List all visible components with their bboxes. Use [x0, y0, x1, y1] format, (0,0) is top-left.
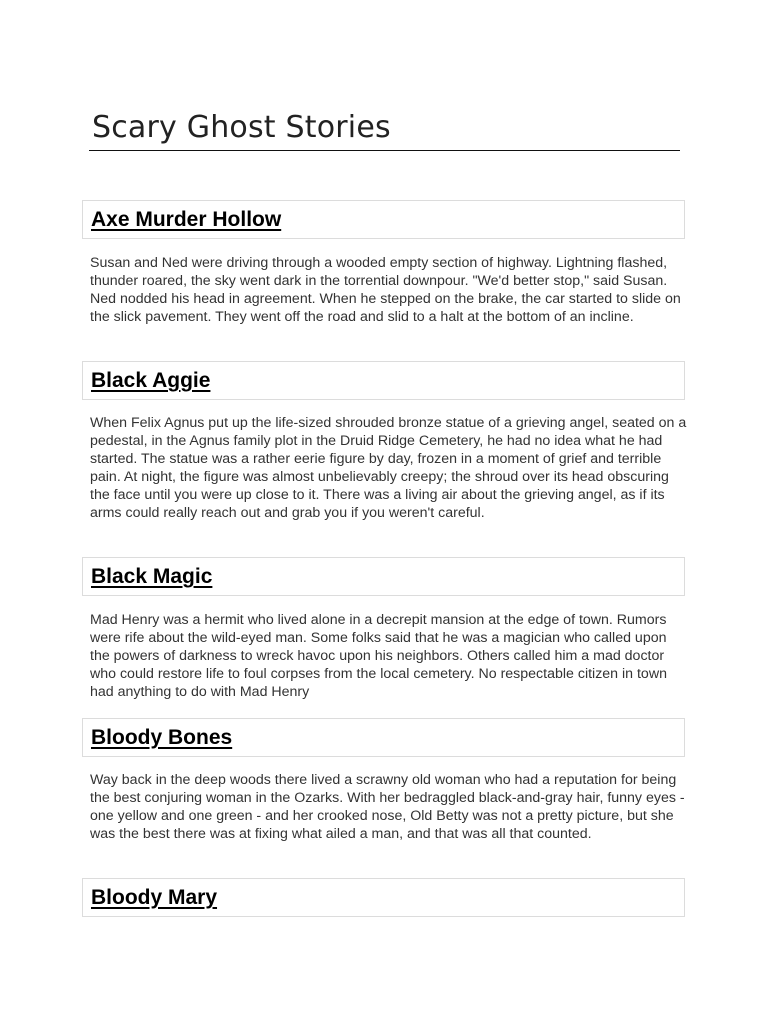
story-heading-box — [82, 361, 685, 400]
story-heading-box — [82, 200, 685, 239]
story-heading: Black Aggie — [91, 369, 211, 392]
story-heading-box — [82, 718, 685, 757]
title-underline-divider — [89, 150, 680, 151]
story-heading-box — [82, 878, 685, 917]
story-heading: Bloody Mary — [91, 886, 218, 909]
story-heading-box — [82, 557, 685, 596]
story-heading: Bloody Bones — [91, 726, 233, 749]
story-body: Way back in the deep woods there lived a scrawny old woman who had a reputation for being the best conjuring woman in the Ozarks. With her bedraggled black-and-gray hair, funny eyes - one yellow and one green - and her crooked nose, Old Betty was not a pretty picture, but she was the best there was at fixing what ailed a man, and that was all that counted. — [90, 772, 685, 842]
story-heading: Axe Murder Hollow — [91, 208, 282, 231]
story-heading: Black Magic — [91, 565, 213, 588]
story-body: When Felix Agnus put up the life-sized shrouded bronze statue of a grieving angel, seated on a pedestal, in the Agnus family plot in the Druid Ridge Cemetery, he had no idea what he had started. The statue was a rather eerie figure by day, frozen in a moment of grief and terrible pain. At night, the figure was almost unbelievably creepy; the shroud over its head obscuring the face until you were up close to it. There was a living air about the grieving angel, as if its arms could really reach out and grab you if you weren't careful. — [90, 415, 687, 521]
story-body: Susan and Ned were driving through a wooded empty section of highway. Lightning flashed, thunder roared, the sky went dark in the torrential downpour. "We'd better stop," said Susan. Ned nodded his head in agreement. When he stepped on the brake, the car started to slide on the slick pavement. They went off the road and slid to a halt at the bottom of an incline. — [90, 255, 681, 325]
page-title: Scary Ghost Stories — [92, 110, 391, 145]
story-body: Mad Henry was a hermit who lived alone in a decrepit mansion at the edge of town. Rumors were rife about the wild-eyed man. Some folks said that he was a magician who called upon the powers of darkness to wreck havoc upon his neighbors. Others called him a mad doctor who could restore life to foul corpses from the local cemetery. No respectable citizen in town had anything to do with Mad Henry — [90, 612, 667, 700]
